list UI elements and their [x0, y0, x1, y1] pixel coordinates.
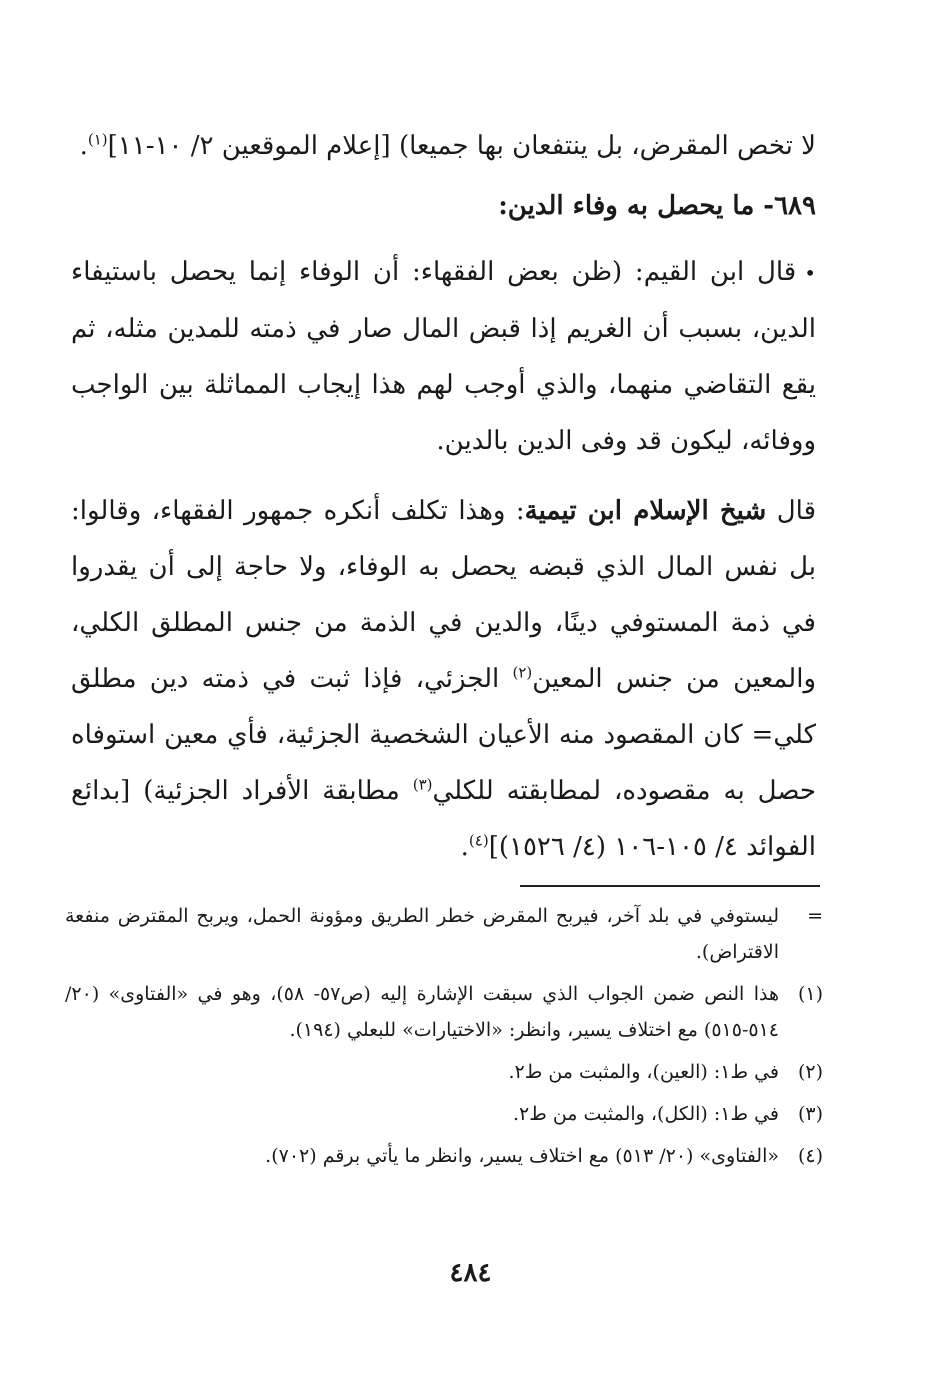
- footnote-1: [65, 976, 823, 1048]
- footnote-text: «الفتاوى» (٢٠/ ٥١٣) مع اختلاف يسير، وانظر ما يأتي برقم (٧٠٢).: [265, 1145, 779, 1167]
- footnote-marker: (١): [797, 983, 823, 1005]
- continued-line: لا تخص المقرض، بل ينتفعان بها جميعا) [إعلام الموقعين ٢/ ١٠-١١]$^{(١)}$.: [79, 130, 816, 161]
- footnote-text: ليستوفي في بلد آخر، فيربح المقرض خطر الطريق ومؤونة الحمل، ويربح المقترض منفعة الاقتراض).: [65, 905, 779, 963]
- footnote-ref-2[interactable]: (٢): [512, 663, 533, 682]
- page-number: ٤٨٤: [449, 1258, 492, 1288]
- paragraph-part-2: الجزئي، فإذا ثبت في ذمته دين مطلق كلي= كان المقصود منه الأعيان الشخصية الجزئية، فأي معين استوفاه حصل به مقصوده، لمطابقته للكلي: [71, 664, 816, 806]
- paragraph-ibn-qayyim-text: قال ابن القيم: (ظن بعض الفقهاء: أن الوفاء إنما يحصل باستيفاء الدين، بسبب أن الغريم إذا قبض المال صار في ذمته للمدين مثله، ثم يقع التقاضي منهما، والذي أوجب لهم هذا إيجاب المماثلة بين الواجب ووفائه، ليكون قد وفى الدين بالدين.: [71, 257, 816, 456]
- footnote-ref-1[interactable]: (١): [87, 130, 108, 149]
- paragraph-ibn-qayyim: [71, 244, 816, 469]
- paragraph-part-3: مطابقة الأفراد الجزئية) [بدائع الفوائد ٤/ ١٠٥-١٠٦ (٤/ ١٥٢٦)]: [71, 776, 816, 862]
- paragraph-part-1: : وهذا تكلف أنكره جمهور الفقهاء، وقالوا: بل نفس المال الذي قبضه يحصل به الوفاء، ولا حاجة إلى أن يقدروا في ذمة المستوفي دينًا، والدين في الذمة من جنس المطلق الكلي، والمعين من جنس المعين: [71, 496, 817, 694]
- footnote-3: [65, 1096, 823, 1132]
- footnote-text: في ط١: (العين)، والمثبت من ط٢.: [508, 1061, 779, 1083]
- main-text: [71, 118, 816, 875]
- footnote-marker: (٢): [797, 1061, 823, 1083]
- continued-line-text: لا تخص المقرض، بل ينتفعان بها جميعا) [إعلام الموقعين ٢/ ١٠-١١]: [107, 131, 816, 161]
- footnote-marker: (٣): [797, 1103, 823, 1125]
- paragraph-ibn-taymiyyah: [71, 483, 816, 875]
- footnote-4: [65, 1138, 823, 1174]
- bullet-icon: •: [804, 261, 816, 285]
- footnote-continued: [65, 898, 823, 970]
- footnote-2: [65, 1054, 823, 1090]
- paragraph-end: .: [460, 832, 469, 862]
- footnote-text: في ط١: (الكل)، والمثبت من ط٢.: [512, 1103, 779, 1125]
- footnote-marker: =: [807, 905, 823, 927]
- footnote-ref-3[interactable]: (٣): [412, 775, 433, 794]
- section-heading: ٦٨٩- ما يحصل به وفاء الدين:: [498, 191, 816, 221]
- paragraph-intro: قال: [776, 496, 816, 526]
- footnotes: [65, 898, 823, 1180]
- footnote-marker: (٤): [797, 1145, 823, 1167]
- footnote-text: هذا النص ضمن الجواب الذي سبقت الإشارة إليه (ص٥٧- ٥٨)، وهو في «الفتاوى» (٢٠/ ٥١٤-٥١٥) مع اختلاف يسير، وانظر: «الاختيارات» للبعلي (١٩٤).: [65, 983, 779, 1041]
- footnote-divider: [520, 885, 820, 887]
- footnote-ref-4[interactable]: (٤): [468, 831, 489, 850]
- scholar-name: شيخ الإسلام ابن تيمية: [524, 496, 767, 526]
